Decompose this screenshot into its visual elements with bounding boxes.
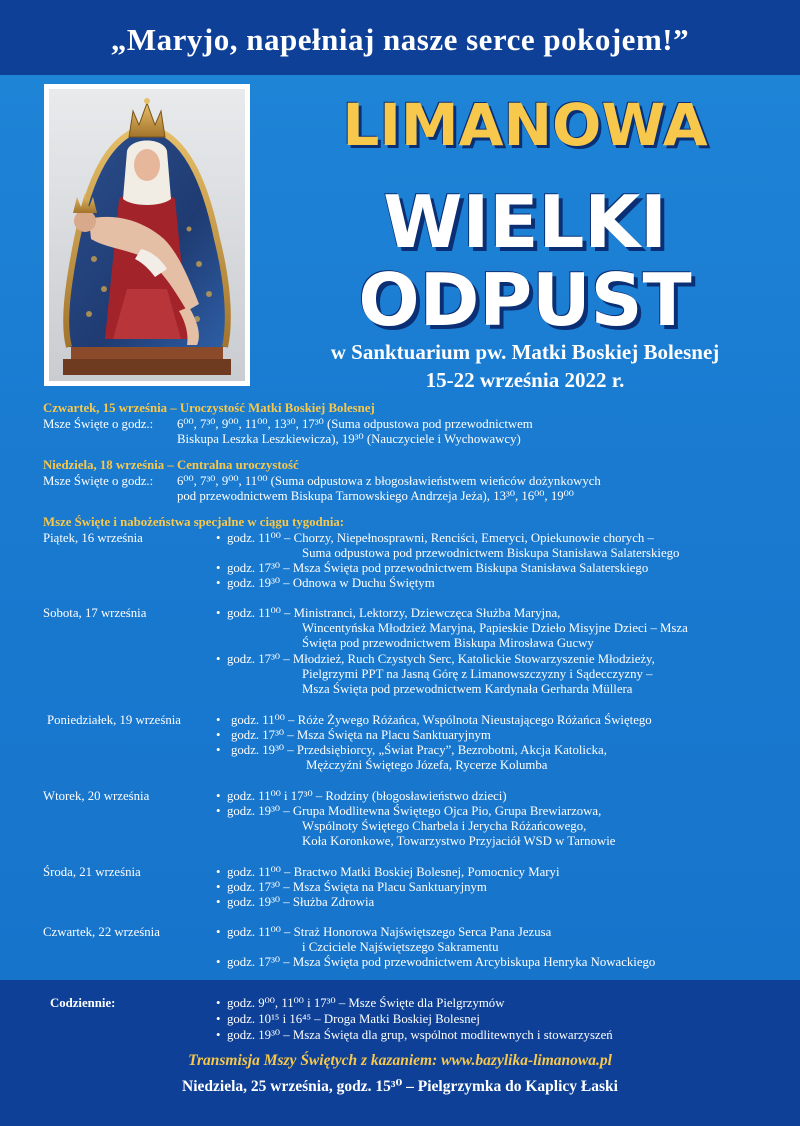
entry-line: Koła Koronkowe, Towarzystwo Przyjaciół WSD w Tarnowie	[302, 834, 616, 848]
bullet-icon: •	[216, 728, 221, 742]
sunday18-heading: Niedziela, 18 września – Centralna uroczystość	[43, 458, 299, 472]
entry-line: Msza Święta pod przewodnictwem Kardynała Gerharda Müllera	[302, 682, 633, 696]
madonna-photo	[44, 84, 250, 386]
bullet-icon: •	[216, 865, 221, 879]
bullet-icon: •	[216, 895, 221, 909]
entry-line: godz. 17³⁰ – Młodzież, Ruch Czystych Serc, Katolickie Stowarzyszenie Młodzieży,	[227, 652, 655, 666]
daily-entry: godz. 10¹⁵ i 16⁴⁵ – Droga Matki Boskiej Bolesnej	[227, 1012, 480, 1026]
bullet-icon: •	[216, 955, 221, 969]
entry-line: godz. 11⁰⁰ – Straż Honorowa Najświętszego Serca Pana Jezusa	[227, 925, 552, 939]
entry-line: Mężczyźni Świętego Józefa, Rycerze Kolumba	[306, 758, 548, 772]
entry-line: godz. 11⁰⁰ i 17³⁰ – Rodziny (błogosławieństwo dzieci)	[227, 789, 507, 803]
entry-line: godz. 19³⁰ – Przedsiębiorcy, „Świat Pracy”, Bezrobotni, Akcja Katolicka,	[231, 743, 607, 757]
entry-line: Wspólnoty Świętego Charbela i Jerycha Różańcowego,	[302, 819, 587, 833]
sunday18-label: Msze Święte o godz.:	[43, 474, 154, 488]
title-line-2: ODPUST	[358, 258, 692, 342]
entry-line: godz. 11⁰⁰ – Bractwo Matki Boskiej Bolesnej, Pomocnicy Maryi	[227, 865, 560, 879]
entry-line: godz. 11⁰⁰ – Chorzy, Niepełnosprawni, Renciści, Emeryci, Opiekunowie chorych –	[227, 531, 654, 545]
day-name: Wtorek, 20 września	[43, 789, 150, 803]
transmission-notice: Transmisja Mszy Świętych z kazaniem: www.bazylika-limanowa.pl	[188, 1052, 612, 1069]
thursday15-heading: Czwartek, 15 września – Uroczystość Matki Boskiej Bolesnej	[43, 401, 375, 415]
entry-line: Święta pod przewodnictwem Biskupa Mirosława Gucwy	[302, 636, 594, 650]
daily-entry: godz. 19³⁰ – Msza Święta dla grup, wspólnot modlitewnych i stowarzyszeń	[227, 1028, 613, 1042]
town-name: LIMANOWA	[342, 91, 708, 159]
entry-line: Pielgrzymi PPT na Jasną Górę z Limanowszczyzny i Sądecczyzny –	[302, 667, 653, 681]
sunday18-line2: pod przewodnictwem Biskupa Tarnowskiego Andrzeja Jeża), 13³⁰, 16⁰⁰, 19⁰⁰	[177, 489, 574, 503]
bullet-icon: •	[216, 606, 221, 620]
day-name: Czwartek, 22 września	[43, 925, 160, 939]
thursday15-line1: 6⁰⁰, 7³⁰, 9⁰⁰, 11⁰⁰, 13³⁰, 17³⁰ (Suma odpustowa pod przewodnictwem	[177, 417, 533, 431]
bullet-icon: •	[216, 996, 221, 1010]
daily-entry: godz. 9⁰⁰, 11⁰⁰ i 17³⁰ – Msze Święte dla Pielgrzymów	[227, 996, 505, 1010]
bullet-icon: •	[216, 652, 221, 666]
entry-line: godz. 19³⁰ – Służba Zdrowia	[227, 895, 375, 909]
bullet-icon: •	[216, 804, 221, 818]
bullet-icon: •	[216, 531, 221, 545]
bullet-icon: •	[216, 743, 221, 757]
weekly-heading: Msze Święte i nabożeństwa specjalne w ciągu tygodnia:	[43, 515, 345, 529]
entry-line: godz. 11⁰⁰ – Róże Żywego Różańca, Wspólnota Nieustającego Różańca Świętego	[231, 713, 652, 727]
bullet-icon: •	[216, 880, 221, 894]
thursday15-label: Msze Święte o godz.:	[43, 417, 154, 431]
bullet-icon: •	[216, 1028, 221, 1042]
bullet-icon: •	[216, 561, 221, 575]
day-name: Środa, 21 września	[43, 865, 141, 879]
bullet-icon: •	[216, 576, 221, 590]
pieta-statue-image	[49, 89, 245, 381]
bullet-icon: •	[216, 713, 221, 727]
entry-line: godz. 17³⁰ – Msza Święta na Placu Sanktuaryjnym	[227, 880, 487, 894]
slogan: „Maryjo, napełniaj nasze serce pokojem!”	[110, 22, 690, 57]
day-name: Poniedziałek, 19 września	[47, 713, 181, 727]
entry-line: i Czciciele Najświętszego Sakramentu	[302, 940, 499, 954]
entry-line: godz. 19³⁰ – Odnowa w Duchu Świętym	[227, 576, 435, 590]
bullet-icon: •	[216, 925, 221, 939]
pilgrimage-notice: Niedziela, 25 września, godz. 15³⁰ – Pielgrzymka do Kaplicy Łaski	[182, 1078, 618, 1095]
entry-line: godz. 19³⁰ – Grupa Modlitewna Świętego Ojca Pio, Grupa Brewiarzowa,	[227, 804, 602, 818]
entry-line: godz. 11⁰⁰ – Ministranci, Lektorzy, Dziewczęca Służba Maryjna,	[227, 606, 561, 620]
sunday18-line1: 6⁰⁰, 7³⁰, 9⁰⁰, 11⁰⁰ (Suma odpustowa z błogosławieństwem wieńców dożynkowych	[177, 474, 601, 488]
venue-text: w Sanktuarium pw. Matki Boskiej Bolesnej	[330, 340, 720, 364]
title-line-1: WIELKI	[383, 180, 667, 264]
day-name: Piątek, 16 września	[43, 531, 143, 545]
entry-line: Wincentyńska Młodzież Maryjna, Papieskie Dzieło Misyjne Dzieci – Msza	[302, 621, 688, 635]
thursday15-line2: Biskupa Leszka Leszkiewicza), 19³⁰ (Nauczyciele i Wychowawcy)	[177, 432, 521, 446]
daily-label: Codziennie:	[50, 996, 116, 1010]
day-name: Sobota, 17 września	[43, 606, 147, 620]
entry-line: godz. 17³⁰ – Msza Święta pod przewodnictwem Biskupa Stanisława Salaterskiego	[227, 561, 649, 575]
event-dates: 15-22 września 2022 r.	[425, 368, 625, 392]
entry-line: godz. 17³⁰ – Msza Święta na Placu Sanktuaryjnym	[231, 728, 491, 742]
entry-line: Suma odpustowa pod przewodnictwem Biskupa Stanisława Salaterskiego	[302, 546, 680, 560]
bullet-icon: •	[216, 1012, 221, 1026]
entry-line: godz. 17³⁰ – Msza Święta pod przewodnictwem Arcybiskupa Henryka Nowackiego	[227, 955, 656, 969]
bullet-icon: •	[216, 789, 221, 803]
